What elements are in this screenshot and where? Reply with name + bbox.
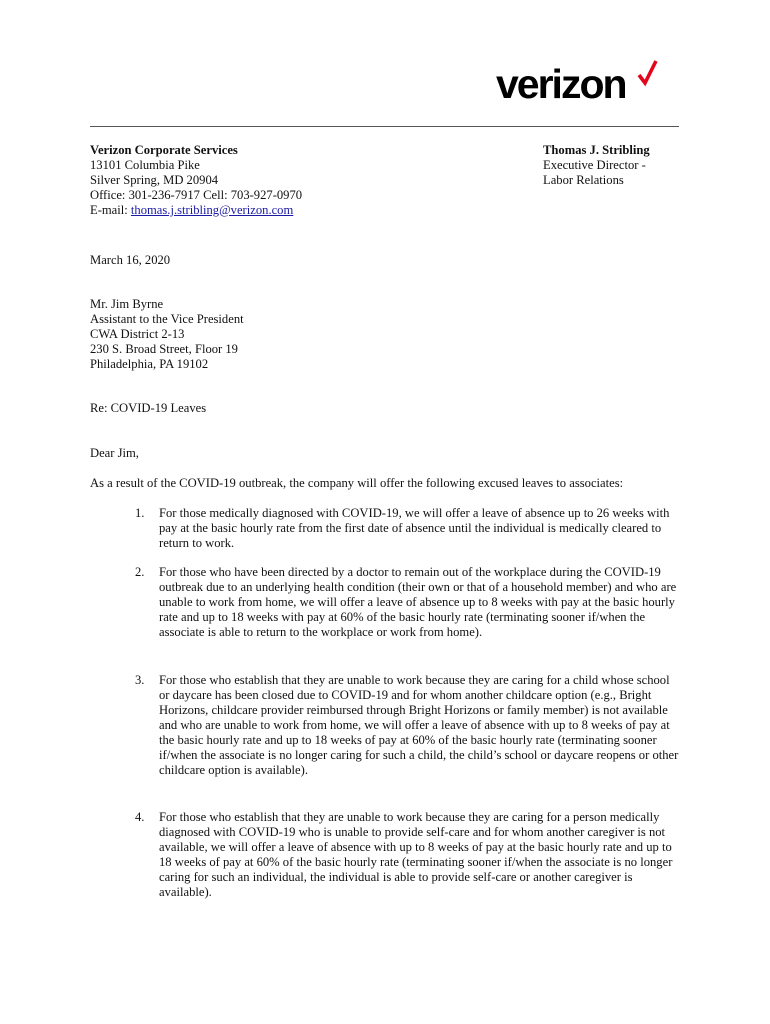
list-item-line: return to work. bbox=[159, 536, 235, 550]
checkmark-icon bbox=[636, 58, 658, 88]
list-item-text bbox=[159, 673, 681, 778]
list-item-text bbox=[159, 565, 681, 640]
header-divider bbox=[90, 126, 679, 127]
sender-org: Verizon Corporate Services bbox=[90, 143, 238, 157]
list-item-line: 18 weeks of pay at 60% of the basic hourly rate (terminating sooner if/when the associate is no longer bbox=[159, 855, 673, 869]
signer-block bbox=[543, 143, 703, 188]
list-item-line: pay at the basic hourly rate from the first date of absence until the individual is medically cleared to bbox=[159, 521, 662, 535]
list-item-line: if/when the associate is no longer caring for such a child, the child’s school or daycare reopens or other bbox=[159, 748, 679, 762]
email-label: E-mail: bbox=[90, 203, 131, 217]
sender-street: 13101 Columbia Pike bbox=[90, 158, 200, 172]
recipient-city: Philadelphia, PA 19102 bbox=[90, 357, 209, 371]
list-item-number: 4. bbox=[135, 810, 145, 824]
list-item-text bbox=[159, 810, 681, 900]
subject-line: Re: COVID-19 Leaves bbox=[90, 401, 207, 415]
logo-wordmark: verizon bbox=[496, 61, 626, 107]
list-item-line: For those who establish that they are unable to work because they are caring for a person medically bbox=[159, 810, 660, 824]
list-item-line: and who are unable to work from home, we will offer a leave of absence with up to 8 weeks of pay at bbox=[159, 718, 670, 732]
list-item-line: rate and up to 18 weeks with pay at 60% of the basic hourly rate (terminating sooner if/when the bbox=[159, 610, 646, 624]
intro-paragraph: As a result of the COVID-19 outbreak, the company will offer the following excused leaves to associates: bbox=[90, 476, 624, 490]
sender-city: Silver Spring, MD 20904 bbox=[90, 173, 219, 187]
list-item-number: 1. bbox=[135, 506, 145, 520]
list-item-line: outbreak due to an underlying health condition (their own or that of a household member) and who are bbox=[159, 580, 677, 594]
recipient-address bbox=[90, 297, 390, 372]
sender-block bbox=[90, 143, 450, 218]
signer-title-1: Executive Director - bbox=[543, 158, 646, 172]
signer-name: Thomas J. Stribling bbox=[543, 143, 650, 157]
letter-date: March 16, 2020 bbox=[90, 253, 171, 267]
sender-email-line bbox=[90, 203, 450, 218]
recipient-org: CWA District 2-13 bbox=[90, 327, 185, 341]
recipient-title: Assistant to the Vice President bbox=[90, 312, 244, 326]
salutation: Dear Jim, bbox=[90, 446, 139, 460]
list-item-line: or daycare has been closed due to COVID-19 and for whom another childcare option (e.g., Bright bbox=[159, 688, 652, 702]
list-item-line: caring for such an individual, the individual is able to provide self-care or another caregiver is bbox=[159, 870, 633, 884]
list-item-line: For those who establish that they are unable to work because they are caring for a child whose school bbox=[159, 673, 670, 687]
list-item-line: childcare option is available). bbox=[159, 763, 308, 777]
list-item-line: available, we will offer a leave of absence with up to 8 weeks of pay at the basic hourly rate and up to bbox=[159, 840, 672, 854]
list-item-number: 2. bbox=[135, 565, 145, 579]
list-item-text bbox=[159, 506, 681, 551]
list-item-line: For those who have been directed by a doctor to remain out of the workplace during the COVID-19 bbox=[159, 565, 661, 579]
verizon-logo bbox=[496, 58, 666, 106]
email-link[interactable]: thomas.j.stribling@verizon.com bbox=[130, 203, 294, 217]
recipient-name: Mr. Jim Byrne bbox=[90, 297, 164, 311]
sender-phones: Office: 301-236-7917 Cell: 703-927-0970 bbox=[90, 188, 303, 202]
list-item-line: unable to work from home, we will offer a leave of absence up to 8 weeks with pay at the basic hourly bbox=[159, 595, 675, 609]
list-item-line: diagnosed with COVID-19 who is unable to provide self-care and for whom another caregiver is not bbox=[159, 825, 666, 839]
list-item-line: associate is able to return to the workplace or work from home). bbox=[159, 625, 483, 639]
list-item-line: available). bbox=[159, 885, 212, 899]
list-item-line: For those medically diagnosed with COVID-19, we will offer a leave of absence up to 26 weeks with bbox=[159, 506, 670, 520]
signer-title-2: Labor Relations bbox=[543, 173, 624, 187]
list-item-number: 3. bbox=[135, 673, 145, 687]
recipient-street: 230 S. Broad Street, Floor 19 bbox=[90, 342, 238, 356]
list-item-line: Horizons, childcare provider reimbursed through Bright Horizons or family member) is not available bbox=[159, 703, 668, 717]
list-item-line: the basic hourly rate and up to 18 weeks of pay at 60% of the basic hourly rate (terminating sooner bbox=[159, 733, 657, 747]
